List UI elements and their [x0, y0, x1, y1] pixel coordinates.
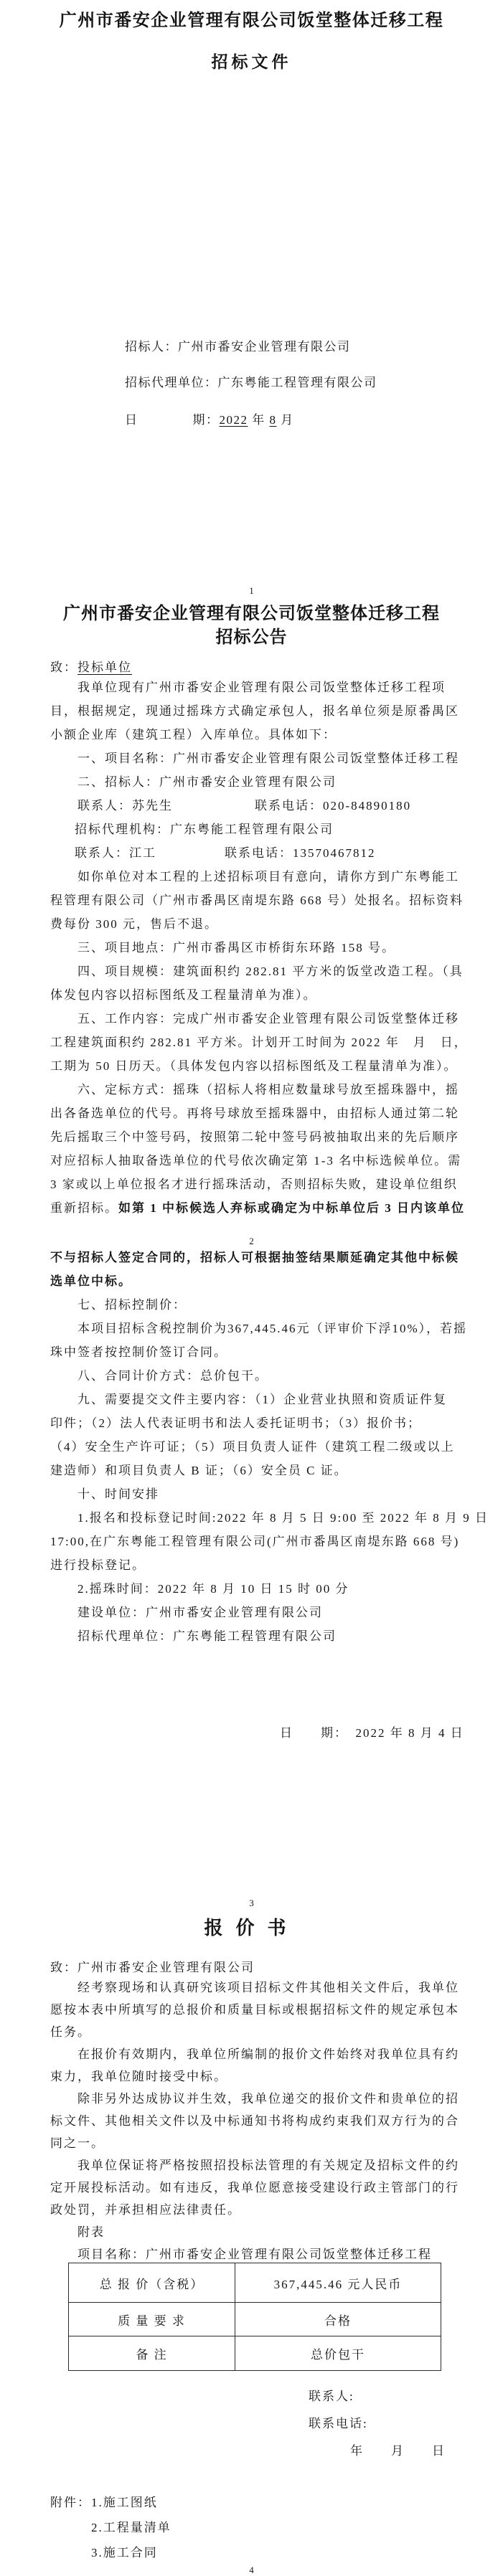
body-line: 十、时间安排 — [77, 1487, 159, 1501]
table-value-total-price: 367,445.46 元人民币 — [235, 2263, 441, 2303]
body-line: 我单位保证将严格按照招投标法管理的有关规定及招标文件的约 — [77, 2159, 459, 2172]
table-label-total-price: 总 报 价（含税） — [69, 2263, 235, 2303]
contact-label: 联系人: — [309, 2390, 354, 2403]
body-line: （4）安全生产许可证；（5）项目负责人证件（建筑工程二级或以上 — [50, 1440, 455, 1454]
attachment-item: 1.施工图纸 — [91, 2496, 158, 2509]
body-line: 体发包内容以招标图纸及工程量清单为准）。 — [50, 988, 317, 1002]
body-line: 招标代理单位：广东粤能工程管理有限公司 — [77, 1629, 337, 1643]
body-line: 我单位现有广州市番安企业管理有限公司饭堂整体迁移工程项 — [77, 681, 446, 694]
body-line: 标文件、其他相关文件以及中标通知书将构成约束我们双方行为的合 — [50, 2114, 459, 2128]
body-line: 目，根据规定，现通过摇珠方式确定承包人，报名单位须是原番禺区 — [50, 704, 459, 718]
body-line: 17:00,在广东粤能工程管理有限公司(广州市番禺区南堤东路 668 号) — [50, 1535, 460, 1548]
body-line: 五、工作内容：完成广州市番安企业管理有限公司饭堂整体迁移 — [77, 1012, 459, 1026]
body-line: 珠中签者按控制价签订合同。 — [50, 1345, 227, 1359]
attachment-item: 3.施工合同 — [91, 2546, 158, 2560]
body-line: 联系人：苏先生 联系电话：020-84890180 — [77, 799, 412, 813]
attachments-block — [50, 2490, 171, 2565]
body-line: 愿按本表中所填写的总报价和质量目标或根据招标文件的规定承包本 — [50, 2003, 459, 2017]
body-line: 建造师）和项目负责人 B 证；（6）安全员 C 证。 — [50, 1464, 348, 1477]
body-line: 在报价有效期内，我单位所编制的报价文件始终对我单位具有约 — [77, 2047, 459, 2061]
announcement-heading — [0, 602, 503, 650]
body-line: 如你单位对本工程的上述招标项目有意向，请你方到广东粤能工 — [77, 870, 459, 884]
body-line: 附表 — [77, 2225, 105, 2239]
table-label-quality: 质 量 要 求 — [69, 2303, 235, 2336]
cover-agency-value: 广东粤能工程管理有限公司 — [217, 376, 377, 389]
quotation-table — [68, 2263, 441, 2371]
body-line: 2.摇珠时间：2022 年 8 月 10 日 15 时 00 分 — [77, 1582, 349, 1596]
cover-date-year-unit: 年 — [252, 413, 265, 427]
body-line: 程管理有限公司（广州市番禺区南堤东路 668 号）处报名。招标资料 — [50, 894, 464, 907]
cover-tenderer-line — [125, 336, 351, 354]
page-footer-3: 3 — [249, 1898, 254, 1908]
body-line: 不与招标人签定合同的，招标人可根据抽签结果顺延确定其他中标候 — [50, 1251, 459, 1264]
body-line: 项目名称：广州市番安企业管理有限公司饭堂整体迁移工程 — [77, 2248, 432, 2261]
body-line: 二、招标人：广州市番安企业管理有限公司 — [77, 775, 337, 789]
quotation-to-line — [50, 1957, 255, 1975]
body-line-mixed — [50, 1196, 465, 1220]
body-line: 政处罚，并承担相应法律责任。 — [50, 2203, 241, 2217]
body-line: 出各备选单位的代号。再将号球放至摇珠器中，由招标人通过第二轮 — [50, 1107, 459, 1120]
quotation-to-value: 广州市番安企业管理有限公司 — [77, 1961, 255, 1974]
signature-block — [309, 2383, 446, 2465]
cover-agency-line — [125, 372, 377, 390]
body-line: 经考察现场和认真研究该项目招标文件其他相关文件后，我单位 — [77, 1981, 459, 1994]
body-line: 进行投标登记。 — [50, 1558, 146, 1572]
attachment-line — [50, 2490, 171, 2515]
body-line: 定开展投标活动。如有违反，我单位愿意接受建设行政主管部门的行 — [50, 2181, 459, 2194]
body-line: 同之一。 — [50, 2136, 105, 2150]
quotation-body — [50, 1976, 465, 2265]
cover-tenderer-label: 招标人： — [125, 340, 178, 354]
body-line: 联系人：江工 联系电话：13570467812 — [75, 846, 376, 860]
body-line: 九、需要提交文件主要内容：（1）企业营业执照和资质证件复 — [77, 1393, 447, 1406]
body-line: 束力，我单位随时接受中标。 — [50, 2070, 227, 2083]
body-line: 七、招标控制价： — [77, 1298, 187, 1312]
cover-subtitle: 招标文件 — [211, 53, 292, 71]
announcement-date: 日 期： 2022 年 8 月 4 日 — [280, 1726, 464, 1740]
announcement-to-line — [50, 657, 132, 675]
signature-date-blank: 年 月 日 — [350, 2444, 446, 2458]
cover-title: 广州市番安企业管理有限公司饭堂整体迁移工程 — [59, 11, 444, 30]
cover-date-line — [125, 409, 294, 427]
cover-date-ri: 日 — [125, 413, 138, 427]
body-line: 印件；（2）法人代表证明书和法人委托证明书；（3）报价书； — [50, 1416, 421, 1430]
cover-date-month: 8 — [269, 413, 277, 427]
cover-agency-label: 招标代理单位： — [125, 376, 218, 389]
table-row — [69, 2263, 441, 2303]
body-line: 任务。 — [50, 2025, 91, 2039]
announcement-heading-line1: 广州市番安企业管理有限公司饭堂整体迁移工程 — [63, 605, 440, 623]
body-line: 八、合同计价方式：总价包干。 — [77, 1369, 268, 1383]
body-line: 三、项目地点：广州市番禺区市桥街东环路 158 号。 — [77, 941, 395, 955]
quotation-to-label: 致： — [50, 1961, 77, 1974]
attachment-item: 2.工程量清单 — [91, 2521, 171, 2534]
announcement-to-value: 投标单位 — [77, 660, 132, 674]
cover-date-year: 2022 — [219, 413, 248, 427]
body-line: 四、项目规模：建筑面积约 282.81 平方米的饭堂改造工程。（具 — [77, 965, 464, 978]
body-line: 工期为 50 日历天。（具体发包内容以招标图纸及工程量清单为准）。 — [50, 1059, 458, 1073]
announcement-to-label: 致： — [50, 660, 77, 674]
mixed-bold-text: 如第 1 中标候选人弃标或确定为中标单位后 3 日内该单位 — [118, 1201, 465, 1215]
page-footer-4: 4 — [249, 2565, 254, 2575]
table-value-quality: 合格 — [235, 2303, 441, 2336]
body-line: 1.报名和投标登记时间:2022 年 8 月 5 日 9:00 至 2022 年 8 月 9 日 — [77, 1511, 489, 1525]
body-line: 一、项目名称：广州市番安企业管理有限公司饭堂整体迁移工程 — [77, 752, 459, 765]
body-line: 招标代理机构：广东粤能工程管理有限公司 — [75, 823, 334, 836]
table-value-remark: 总价包干 — [235, 2336, 441, 2371]
body-line: 小额企业库（建筑工程）入库单位。具体如下： — [50, 728, 337, 742]
body-line: 选单位中标。 — [50, 1274, 132, 1288]
body-line: 建设单位：广州市番安企业管理有限公司 — [77, 1606, 323, 1619]
quotation-title: 报价书 — [204, 1918, 299, 1938]
page-footer-2: 2 — [249, 1236, 254, 1246]
body-line: 3 家或以上单位报名才进行摇珠活动，否则招标失败，建设单位组织 — [50, 1178, 458, 1191]
body-line: 工程建筑面积约 282.81 平方米。计划开工时间为 2022 年 月 日， — [50, 1036, 468, 1049]
body-line: 费每份 300 元，售后不退。 — [50, 917, 218, 931]
body-line: 先后摇取三个中签号码，按照第二轮中签号码被抽取出来的先后顺序 — [50, 1130, 459, 1144]
cover-tenderer-value: 广州市番安企业管理有限公司 — [178, 340, 351, 354]
announcement-body-b — [50, 1246, 489, 1648]
table-row — [69, 2303, 441, 2336]
page-footer-1: 1 — [249, 585, 254, 596]
body-line: 对应招标人抽取备选单位的代号依次确定第 1-3 名中标选候单位。需 — [50, 1154, 462, 1168]
cover-date-qi: 期： — [192, 413, 220, 427]
phone-label: 联系电话: — [309, 2417, 368, 2430]
announcement-heading-line2: 招标公告 — [215, 628, 288, 647]
cover-date-month-unit: 月 — [281, 413, 294, 427]
announcement-body-a — [50, 676, 468, 1220]
mixed-regular-text: 重新招标。 — [50, 1201, 118, 1215]
body-line: 本项目招标含税控制价为367,445.46元（评审价下浮10%），若摇 — [77, 1322, 468, 1335]
body-line: 六、定标方式：摇珠（招标人将相应数量球号放至摇珠器中，摇 — [77, 1083, 459, 1097]
body-line: 除非另外达成协议并生效，我单位递交的报价文件和贵单位的招 — [77, 2092, 459, 2106]
attachments-label: 附件： — [50, 2496, 91, 2509]
table-row — [69, 2336, 441, 2371]
table-label-remark: 备 注 — [69, 2336, 235, 2371]
